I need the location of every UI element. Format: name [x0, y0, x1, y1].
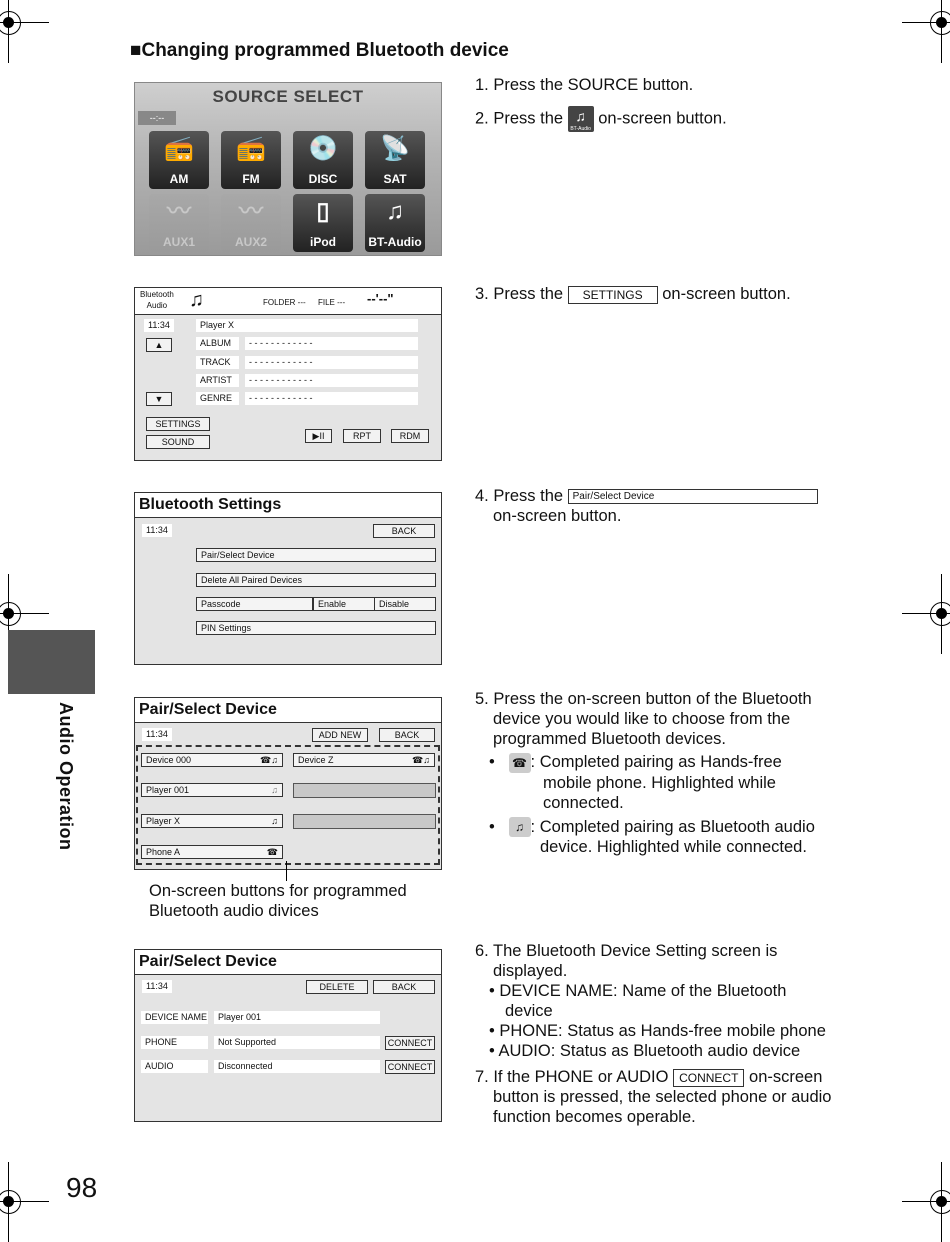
back-button[interactable]: BACK [373, 980, 435, 994]
music-note-icon: ♫ [189, 289, 204, 311]
audio-label: AUDIO [141, 1060, 208, 1073]
album-label: ALBUM [196, 337, 239, 350]
ipod-tile[interactable]: ▯ iPod [293, 194, 353, 252]
time-display: --'--" [367, 291, 394, 306]
registration-mark [922, 3, 950, 43]
pin-settings-button[interactable]: PIN Settings [196, 621, 436, 635]
bluetooth-settings-screen [134, 492, 442, 665]
clock-display: 11:34 [144, 319, 174, 332]
radio-icon: 📻 [164, 135, 194, 162]
sat-tile[interactable]: 📡 SAT [365, 131, 425, 189]
back-button[interactable]: BACK [373, 524, 435, 538]
disable-button[interactable]: Disable [374, 597, 436, 611]
device-button[interactable]: Phone A ☎ [141, 845, 283, 859]
back-button[interactable]: BACK [379, 728, 435, 742]
phone-music-icon: ☎♫ [260, 755, 278, 765]
cable-icon: 〰 [167, 198, 191, 225]
phone-music-icon: ☎♫ [412, 755, 430, 765]
genre-label: GENRE [196, 392, 239, 405]
music-note-icon: ♫ [271, 785, 278, 795]
step-3: 3. Press the SETTINGS on-screen button. [475, 285, 791, 303]
genre-value: - - - - - - - - - - - - [245, 392, 418, 405]
screen-title: Bluetooth Settings [135, 493, 441, 518]
phone-icon: ☎ [509, 753, 531, 773]
track-label: TRACK [196, 356, 239, 369]
disc-tile[interactable]: 💿 DISC [293, 131, 353, 189]
bt-audio-icon: ♫ BT-Audio [568, 106, 594, 132]
caption: On-screen buttons for programmed Bluetooth audio divices [149, 882, 407, 920]
screen-title: SOURCE SELECT [212, 87, 364, 106]
pair-select-device-screen [134, 697, 442, 870]
page-number: 98 [66, 1172, 98, 1203]
sidebar-label: Audio Operation [56, 702, 76, 851]
screen-title: Pair/Select Device [135, 950, 441, 975]
registration-mark [0, 594, 29, 634]
source-label: Bluetooth Audio [140, 290, 174, 310]
scroll-up-button[interactable]: ▲ [146, 338, 172, 352]
clock-display: 11:34 [142, 728, 172, 741]
music-note-icon: ♫ [386, 198, 404, 225]
audio-connect-button[interactable]: CONNECT [385, 1060, 435, 1074]
device-button[interactable]: Player X ♫ [141, 814, 283, 828]
scroll-down-button[interactable]: ▼ [146, 392, 172, 406]
registration-mark [922, 1182, 950, 1222]
device-name-value: Player 001 [214, 1011, 380, 1024]
device-button[interactable]: Player 001 ♫ [141, 783, 283, 797]
phone-status: Not Supported [214, 1036, 380, 1049]
aux1-tile: 〰 AUX1 [149, 194, 209, 252]
audio-status: Disconnected [214, 1060, 380, 1073]
pair-select-button-ref: Pair/Select Device [568, 489, 818, 504]
track-value: - - - - - - - - - - - - [245, 356, 418, 369]
album-value: - - - - - - - - - - - - [245, 337, 418, 350]
registration-mark [0, 3, 29, 43]
clock-display: --:-- [138, 111, 176, 125]
registration-mark [922, 594, 950, 634]
radio-icon: 📻 [236, 135, 266, 162]
clock-display: 11:34 [142, 524, 172, 537]
folder-indicator: FOLDER --- [263, 298, 306, 307]
music-note-icon: ♫ [271, 816, 278, 826]
step-6: 6. The Bluetooth Device Setting screen is displayed. • DEVICE NAME: Name of the Bluetooth device • PHONE: Status as Hands-free mobile phone • AUDIO: Status as Bluetooth audio device [475, 942, 826, 1060]
device-button[interactable]: Device 000 ☎♫ [141, 753, 283, 767]
enable-button[interactable]: Enable [313, 597, 375, 611]
device-button[interactable]: Device Z ☎♫ [293, 753, 435, 767]
settings-button-ref: SETTINGS [568, 286, 658, 304]
phone-label: PHONE [141, 1036, 208, 1049]
delete-button[interactable]: DELETE [306, 980, 368, 994]
fm-tile[interactable]: 📻 FM [221, 131, 281, 189]
sound-button[interactable]: SOUND [146, 435, 210, 449]
artist-label: ARTIST [196, 374, 239, 387]
satellite-icon: 📡 [380, 135, 410, 162]
phone-icon: ☎ [266, 847, 278, 857]
repeat-button[interactable]: RPT [343, 429, 381, 443]
source-select-screen [134, 82, 442, 256]
disc-icon: 💿 [308, 135, 338, 162]
registration-mark [0, 1182, 29, 1222]
artist-value: - - - - - - - - - - - - [245, 374, 418, 387]
ipod-icon: ▯ [316, 198, 330, 225]
cable-icon: 〰 [239, 198, 263, 225]
step-7: 7. If the PHONE or AUDIO CONNECT on-screen button is pressed, the selected phone or audio function becomes operable. [475, 1068, 832, 1126]
step-5: 5. Press the on-screen button of the Bluetooth device you would like to choose from the programmed Bluetooth devices. • ☎ : Completed pairing as Hands-free mobile phone. Highlighted while connected. • ♫ : Completed pairing as Bluetooth audio device. Highlighted while connected. [475, 690, 815, 857]
random-button[interactable]: RDM [391, 429, 429, 443]
settings-button[interactable]: SETTINGS [146, 417, 210, 431]
screen-title: Pair/Select Device [135, 698, 441, 723]
music-note-icon: ♫ [509, 817, 531, 837]
device-setting-screen [134, 949, 442, 1122]
step-4: 4. Press the Pair/Select Device on-screen button. [475, 486, 818, 526]
delete-all-paired-devices-button[interactable]: Delete All Paired Devices [196, 573, 436, 587]
phone-connect-button[interactable]: CONNECT [385, 1036, 435, 1050]
page-title: ■Changing programmed Bluetooth device [130, 40, 509, 61]
callout-line [286, 861, 287, 881]
connect-button-ref: CONNECT [673, 1069, 744, 1087]
clock-display: 11:34 [142, 980, 172, 993]
aux2-tile: 〰 AUX2 [221, 194, 281, 252]
pair-select-device-button[interactable]: Pair/Select Device [196, 548, 436, 562]
step-2: 2. Press the ♫ BT-Audio on-screen button. [475, 108, 727, 132]
player-name: Player X [196, 319, 418, 332]
step-1: 1. Press the SOURCE button. [475, 76, 694, 94]
file-indicator: FILE --- [318, 298, 346, 307]
add-new-button[interactable]: ADD NEW [312, 728, 368, 742]
am-tile[interactable]: 📻 AM [149, 131, 209, 189]
sidebar-tab [8, 630, 95, 694]
device-name-label: DEVICE NAME [141, 1011, 208, 1024]
bt-audio-tile[interactable]: ♫ BT-Audio [365, 194, 425, 252]
passcode-label: Passcode [196, 597, 313, 611]
bluetooth-audio-screen [134, 287, 442, 461]
play-pause-button[interactable]: ▶II [305, 429, 332, 443]
programmed-buttons-highlight [136, 745, 440, 865]
